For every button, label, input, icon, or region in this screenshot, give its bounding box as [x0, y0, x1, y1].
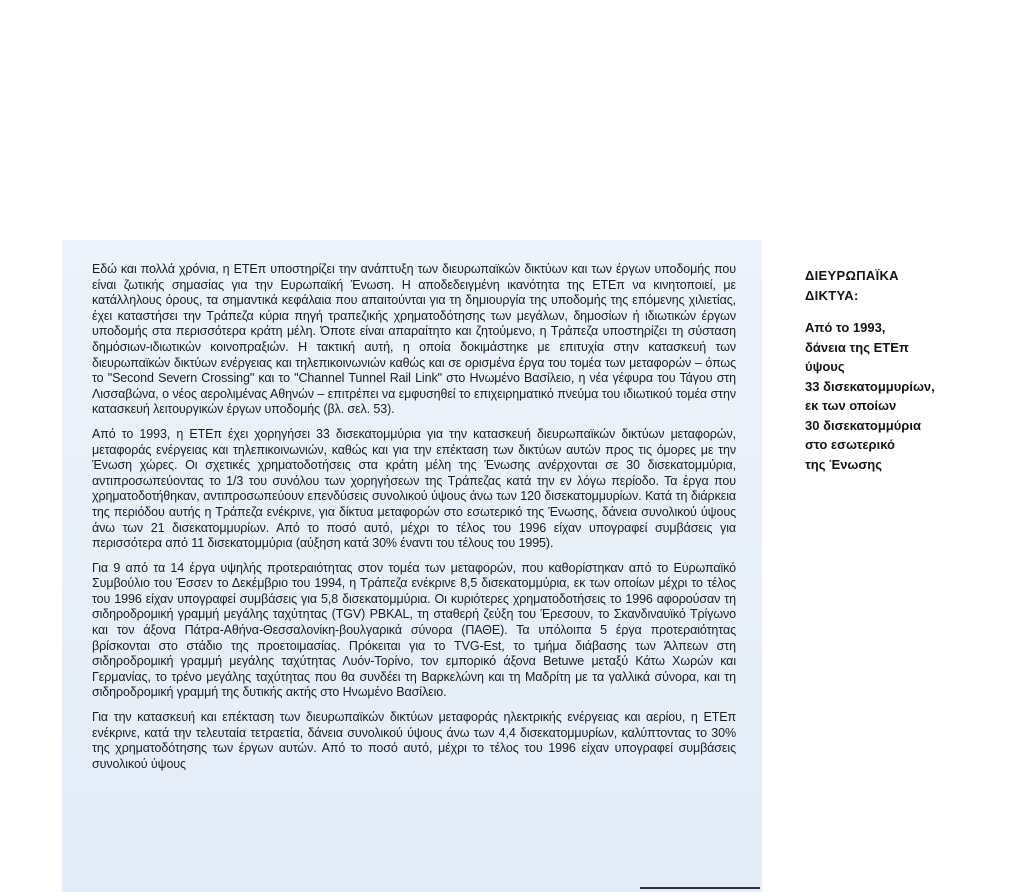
sidebar-line-5: εκ των οποίων [805, 398, 897, 413]
paragraph-3: Για 9 από τα 14 έργα υψηλής προτεραιότητας στον τομέα των μεταφορών, που καθορίστηκαν από το Ευρωπαϊκό Συμβούλιο του Έσσεν το Δεκέμβριο του 1994, η Τράπεζα ενέκρινε 8,5 δισεκατομμύρια, εκ των οποίων μέχρι το τέλος του 1996 είχαν υπογραφεί συμβάσεις για 5,8 δισεκατομμύρια. Οι κυριότερες χρηματοδοτήσεις το 1996 αφορούσαν τη σιδηροδρομική γραμμή μεγάλης ταχύτητας (TGV) PBKAL, τη σταθερή ζεύξη του Έρεσουν, το Σκανδιναυϊκό Τρίγωνο και τον άξονα Πάτρα-Αθήνα-Θεσσαλονίκη-βουλγαρικά σύνορα (ΠΑΘΕ). Τα υπόλοιπα 5 έργα προτεραιότητας βρίσκονται στο στάδιο της προετοιμασίας. Πρόκειται για το TVG-Est, το τμήμα διάβασης των Άλπεων στη σιδηροδρομική γραμμή μεγάλης ταχύτητας Λυόν-Τορίνο, τον εμπορικό άξονα Betuwe μεταξύ Κάτω Χωρών και Γερμανίας, το τρένο μεγάλης ταχύτητας που θα συνδέει τη Βαρκελώνη και τη Μαδρίτη με τα γαλλικά σύνορα, και τη σιδηροδρομική γραμμή της δυτικής ακτής στο Ηνωμένο Βασίλειο. [92, 560, 736, 700]
paragraph-4: Για την κατασκευή και επέκταση των διευρωπαϊκών δικτύων μεταφοράς ηλεκτρικής ενέργειας και αερίου, η ΕΤΕπ ενέκρινε, κατά την τελευταία τετραετία, δάνεια συνολικού ύψους άνω των 4,4 δισεκατομμυρίων, καλύπτοντας το 30% της χρηματοδότησης των έργων αυτών. Από το ποσό αυτό, μέχρι το τέλος του 1996 είχαν υπογραφεί συμβάσεις συνολικού ύψους [92, 710, 736, 771]
sidebar-line-7: στο εσωτερικό [805, 437, 895, 452]
sidebar-heading [805, 266, 995, 305]
paragraph-2: Από το 1993, η ΕΤΕπ έχει χορηγήσει 33 δισεκατομμύρια για την κατασκευή διευρωπαϊκών δικτύων μεταφορών, μεταφοράς ενέργειας και τηλεπικοινωνιών, καθώς και για την επέκταση των δικτύων αυτών προς τις όμορες με την Ένωση χώρες. Οι σχετικές χρηματοδοτήσεις στα κράτη μέλη της Ένωσης ανέρχονται σε 30 δισεκατομμύρια, αντιπροσωπεύοντας το 1/3 του συνόλου των χορηγήσεων της Τράπεζας κατά την εν λόγω περίοδο. Τα έργα που χρηματοδοτήθηκαν, αντιπροσωπεύουν επενδύσεις συνολικού ύψους άνω των 120 δισεκατομμυρίων. Κατά τη διάρκεια της περιόδου αυτής η Τράπεζα ενέκρινε, για δίκτυα μεταφορών στο εσωτερικό της Ένωσης, δάνεια συνολικού ύψους άνω των 21 δισεκατομμυρίων. Από το ποσό αυτό, μέχρι το τέλος του 1996 είχαν υπογραφεί συμβάσεις για περισσότερα από 11 δισεκατομμύρια (αύξηση κατά 30% έναντι του τέλους του 1995). [92, 426, 736, 551]
sidebar-heading-line-1: ΔΙΕΥΡΩΠΑΪΚΑ [805, 268, 899, 283]
main-text-column [92, 262, 736, 781]
sidebar-line-1: Από το 1993, [805, 320, 886, 335]
paragraph-1: Εδώ και πολλά χρόνια, η ΕΤΕπ υποστηρίζει την ανάπτυξη των διευρωπαϊκών δικτύων και των έργων υποδομής που είναι ζωτικής σημασίας για την Ευρωπαϊκή Ένωση. Η αποδεδειγμένη ικανότητα της ΕΤΕπ να κινητοποιεί, με κατάλληλους όρους, τα σημαντικά κεφάλαια που απαιτούνται για τη δημιουργία της υποδομής της επόμενης χιλιετίας, έχει καταστήσει την Τράπεζα κύρια πηγή τραπεζικής χρηματοδότησης των μεγάλων, δημοσίων ή ιδιωτικών έργων υποδομής στα περισσότερα κράτη μέλη. Όποτε είναι απαραίτητο και ζητούμενο, η Τράπεζα υποστηρίζει τη σύσταση δημόσιων-ιδιωτικών κοινοπραξιών. Η τακτική αυτή, η οποία δοκιμάστηκε με επιτυχία στην κατασκευή των διευρωπαϊκών δικτύων ενέργειας και τηλεπικοινωνιών καθώς και σε ορισμένα έργα του τομέα των μεταφορών – όπως το "Second Severn Crossing" και το "Channel Tunnel Rail Link" στο Ηνωμένο Βασίλειο, η νέα γέφυρα του Τάγου στη Λισσαβώνα, ο νέος αερολιμένας Αθηνών – επιτρέπει να εμφυσηθεί το επιχειρηματικό πνεύμα του ιδιωτικού τομέα στην κατασκευή λειτουργικών έργων υποδομής (βλ. σελ. 53). [92, 262, 736, 417]
sidebar-line-4: 33 δισεκατομμυρίων, [805, 378, 935, 394]
sidebar-line-8: της Ένωσης [805, 456, 883, 472]
sidebar-line-3: ύψους [805, 359, 845, 374]
sidebar-callout [805, 266, 995, 474]
sidebar-heading-line-2: ΔΙΚΤΥΑ: [805, 287, 859, 303]
sidebar-line-6: 30 δισεκατομμύρια [805, 417, 921, 433]
footnote-rule [640, 887, 760, 889]
sidebar-line-2: δάνεια της ΕΤΕπ [805, 339, 909, 355]
